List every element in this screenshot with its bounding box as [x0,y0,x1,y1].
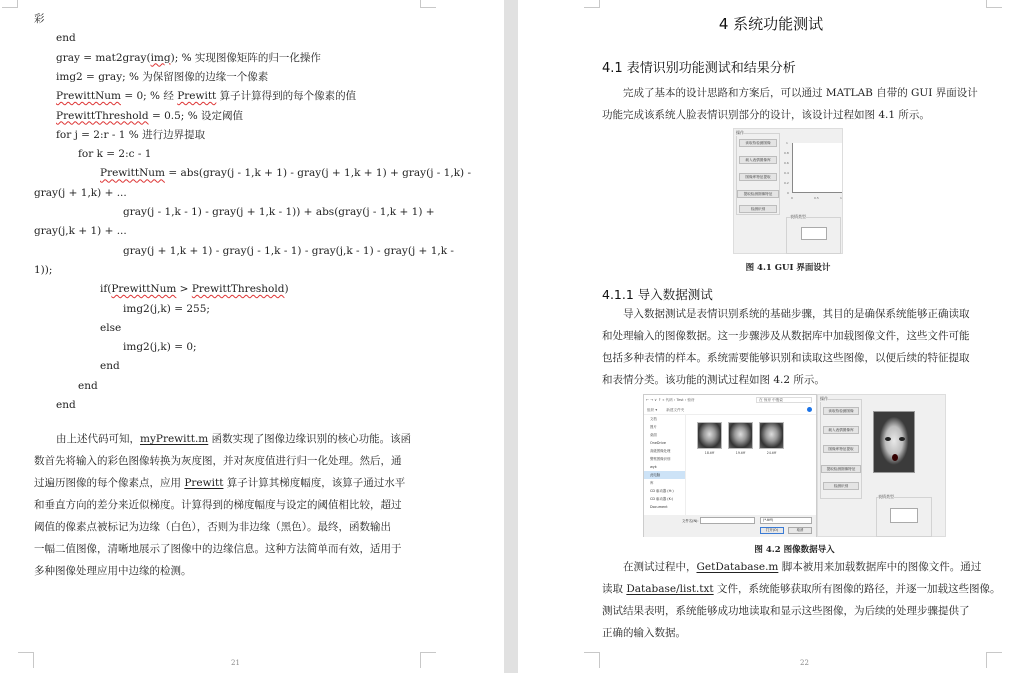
extract-feature-button[interactable]: 提取检测图像特征 [821,465,861,473]
help-icon[interactable] [807,407,812,412]
paragraph-line: 一幅二值图像，清晰地展示了图像中的边缘信息。这种方法简单而有效，适用于 [34,543,402,555]
code-line: end [78,379,98,392]
gui-with-loaded-image: 操作 读取待检测图像 载入表情图像库 图像库特征提取 提取检测图像特征 检测识别 表情类型 [817,394,946,537]
library-feature-button[interactable]: 图像库特征提取 [739,173,777,181]
margin-mark-bottom-right [986,652,1002,668]
filetype-select[interactable]: (*.tiff) [760,517,812,524]
library-feature-button[interactable]: 图像库特征提取 [823,445,859,453]
code-line: PrewittThreshold = 0.5; % 设定阈值 [56,109,244,122]
margin-mark-bottom-right [420,652,436,668]
address-bar[interactable]: ← → ∨ ↑ « 代码 › Test › 惊讶 在 惊讶 中搜索 [644,395,816,406]
code-line: gray(j + 1,k + 1) - gray(j - 1,k - 1) - gray(j,k - 1) - gray(j + 1,k - [123,244,454,257]
read-image-button[interactable]: 读取待检测图像 [823,407,859,415]
cancel-button[interactable]: 取消 [788,527,812,534]
chapter-title: 4 系统功能测试 [718,15,824,33]
code-line: 彩 [34,13,45,25]
code-line: gray(j + 1,k) + ... [34,186,127,199]
code-line: gray = mat2gray(img); % 实现图像矩阵的归一化操作 [56,51,321,64]
code-line: PrewittNum = 0; % 经 Prewitt 算子计算得到的每个像素的值 [56,90,357,103]
paragraph-line: 和垂直方向的差分来近似梯度。计算得到的梯度幅度与设定的阈值相比较，超过 [34,499,402,511]
code-line: 1)); [34,263,53,276]
face-eye [885,437,891,441]
code-line: end [56,32,76,45]
expression-result-box [801,227,827,240]
margin-mark-bottom-left [584,652,600,668]
paragraph-line: 过遍历图像的每个像素点，应用 Prewitt 算子计算其梯度幅度，该算子通过水平 [34,477,406,489]
face-mouth [892,454,898,461]
thumbnail-image[interactable] [728,422,753,449]
paragraph-line: 在测试过程中，GetDatabase.m 脚本被用来加载数据库中的图像文件。通过 [623,561,982,573]
code-line: else [100,321,122,334]
paragraph-line: 测试结果表明，系统能够成功地读取和显示这些图像，为后续的处理步骤提供了 [602,605,970,617]
subsection-title: 4.1.1 导入数据测试 [602,287,713,302]
paragraph-line: 由上述代码可知，myPrewitt.m 函数实现了图像边缘识别的核心功能。该函 [56,433,412,445]
paragraph-line: 阈值的像素点被标记为边缘（白色），否则为非边缘（黑色）。最终，函数输出 [34,521,391,533]
margin-mark-top-right [986,0,1002,8]
section-title: 4.1 表情识别功能测试和结果分析 [602,61,796,76]
detect-button[interactable]: 检测识别 [823,482,859,490]
thumbnail-image[interactable] [697,422,722,449]
code-line: end [56,399,76,411]
filename-input[interactable] [700,517,755,524]
margin-mark-top-left [2,0,18,8]
nav-item[interactable]: 桌面 [650,433,657,437]
figure-4-1-caption: 图 4.1 GUI 界面设计 [745,263,831,273]
open-button[interactable]: 打开(O) [760,527,784,534]
code-line: img2(j,k) = 0; [123,341,197,354]
nav-item[interactable]: 此电脑 [644,471,685,479]
face-eye [899,437,905,441]
nav-item[interactable]: wyk [650,465,657,469]
margin-mark-top-left [584,0,600,8]
page-number: 22 [800,659,809,667]
figure-4-2-caption: 图 4.2 图像数据导入 [754,545,835,555]
intro-paragraph: 完成了基本的设计思路和方案后，可以通过 MATLAB 自带的 GUI 界面设计 功能完成该系统人脸表情识别部分的设计，该设计过程如图 4.1 所示。 [602,87,978,121]
nav-item[interactable]: 高级图像处理 [650,449,671,453]
detect-button[interactable]: 检测识别 [739,205,777,213]
nav-item[interactable]: CD 驱动器 (H:) [650,489,674,493]
paragraph-line: 读取 Database/list.txt 文件，系统能够获取所有图像的路径，并逐一加载这些图像。 [602,583,1001,595]
extract-feature-button[interactable]: 提取检测图像特征 [737,190,779,198]
paragraph-line: 多种图像处理应用中边缘的检测。 [34,565,192,577]
nav-item[interactable]: 警察图像识别 [650,457,671,461]
nav-item[interactable]: 库 [650,481,654,485]
operation-panel-title: 操作 [736,130,744,135]
page-22 [518,0,1024,673]
page-number: 21 [231,659,240,667]
expression-result-box [890,508,918,523]
code-line: img2 = gray; % 为保留图像的边缘一个像素 [56,70,269,83]
code-line: for j = 2:r - 1 % 进行边界提取 [56,128,206,141]
navigation-pane [644,415,686,515]
load-library-button[interactable]: 载入表情图像库 [739,156,777,164]
code-line: gray(j - 1,k - 1) - gray(j + 1,k - 1)) + abs(gray(j - 1,k + 1) + [123,206,435,218]
result-paragraph [602,556,1001,644]
paragraph-line: 数首先将输入的彩色图像转换为灰度图，并对灰度值进行归一化处理。然后，通 [34,455,402,467]
thumbnail-image[interactable] [759,422,784,449]
nav-item[interactable]: 文档 [650,417,657,421]
code-line: for k = 2:c - 1 [78,148,152,161]
nav-item[interactable]: 图片 [650,425,657,429]
loaded-face-image [873,411,915,473]
page-21 [0,0,504,673]
code-line: PrewittNum = abs(gray(j - 1,k + 1) - gray(j + 1,k + 1) + gray(j - 1,k) - [100,167,472,180]
dialog-footer: 文件名(N): (*.tiff) 打开(O) 取消 [644,515,816,537]
dialog-toolbar: 组织 ▾ 新建文件夹 [644,406,816,415]
code-line: end [100,360,120,373]
load-library-button[interactable]: 载入表情图像库 [823,426,859,434]
nav-item[interactable]: CD 驱动器 (K:) [650,497,674,501]
margin-mark-top-right [420,0,436,8]
margin-mark-bottom-left [18,652,34,668]
read-image-button[interactable]: 读取待检测图像 [739,139,777,147]
explanation-paragraph [34,428,422,582]
page-gutter [504,0,518,673]
paragraph-line: 正确的输入数据。 [602,627,686,639]
import-paragraph: 导入数据测试是表情识别系统的基础步骤，其目的是确保系统能够正确读取 和处理输入的图像数据。这一步骤涉及从数据库中加载图像文件，这些文件可能 包括多种表情的样本。系统需要能够识别和读取这些图像，以便后续的特征提取 和表情分类。该功能的测试过程如图 4.2 所示。 [602,308,970,386]
code-line: gray(j,k + 1) + ... [34,225,127,238]
code-line: if(PrewittNum > PrewittThreshold) [100,283,289,296]
nav-item[interactable]: OneDrive [650,441,666,445]
figure-gui-design: 操作 读取待检测图像 载入表情图像库 图像库特征提取 提取检测图像特征 检测识别 1 0.8 0.6 0.4 0.2 0 0 0.5 1 表情类型 [733,128,843,254]
file-open-dialog: ← → ∨ ↑ « 代码 › Test › 惊讶 在 惊讶 中搜索 组织 ▾ 新建文件夹 文档 图片 桌面 OneDrive 高级图像处理 警察图像识别 wyk 此电脑 库 CD 驱动器 (H:) CD 驱动器 (K:) Document 18.tiff 19.tiff 24.tiff 文件名(N): (*.tiff) 打开(O) 取消 [643,394,817,537]
image-axes [792,143,842,193]
nav-item[interactable]: Document [650,505,668,509]
search-box[interactable]: 在 惊讶 中搜索 [756,397,812,403]
code-line: img2(j,k) = 255; [123,302,210,315]
